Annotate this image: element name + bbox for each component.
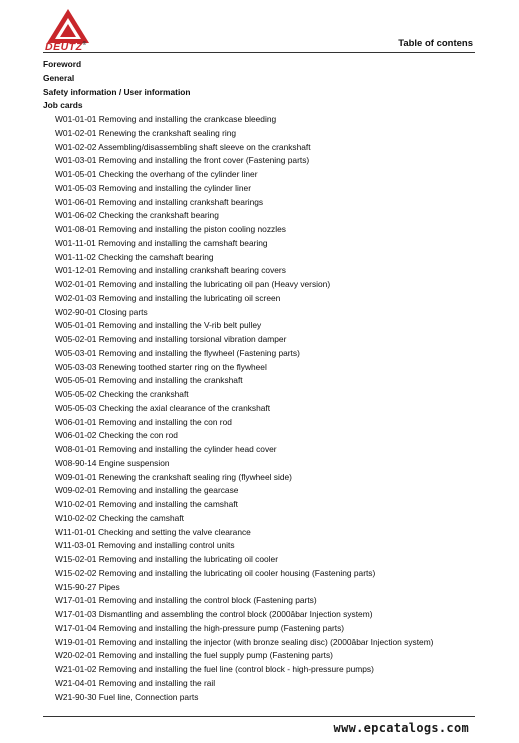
toc-section-general[interactable]: General — [43, 72, 75, 83]
toc-job-card-item[interactable]: W01-06-02 Checking the crankshaft bearing — [55, 210, 219, 221]
footer-website-link[interactable]: www.epcatalogs.com — [333, 721, 469, 735]
deutz-logo — [43, 8, 93, 54]
toc-job-card-item[interactable]: W11-01-01 Checking and setting the valve clearance — [55, 526, 251, 537]
toc-job-card-item[interactable]: W01-02-01 Renewing the crankshaft sealing ring — [55, 127, 237, 138]
toc-section-safety-information[interactable]: Safety information / User information — [43, 86, 191, 97]
toc-job-card-item[interactable]: W05-01-01 Removing and installing the V-rib belt pulley — [55, 320, 262, 331]
toc-job-card-item[interactable]: W02-01-03 Removing and installing the lubricating oil screen — [55, 292, 281, 303]
toc-job-card-item[interactable]: W21-04-01 Removing and installing the rail — [55, 677, 216, 688]
toc-job-card-item[interactable]: W09-01-01 Renewing the crankshaft sealing ring (flywheel side) — [55, 471, 292, 482]
toc-job-card-item[interactable]: W01-12-01 Removing and installing crankshaft bearing covers — [55, 265, 286, 276]
toc-job-card-item[interactable]: W01-06-01 Removing and installing crankshaft bearings — [55, 196, 264, 207]
table-of-contents — [43, 58, 475, 704]
toc-job-card-item[interactable]: W21-01-02 Removing and installing the fuel line (control block - high-pressure pumps) — [55, 664, 374, 674]
toc-job-card-item[interactable]: W08-90-14 Engine suspension — [55, 457, 170, 468]
toc-job-card-item[interactable]: W10-02-02 Checking the camshaft — [55, 512, 184, 523]
toc-job-card-item[interactable]: W09-02-01 Removing and installing the gearcase — [55, 485, 239, 496]
toc-job-card-item[interactable]: W11-03-01 Removing and installing control units — [55, 540, 235, 551]
toc-job-card-item[interactable]: W21-90-30 Fuel line, Connection parts — [55, 691, 199, 702]
toc-job-card-item[interactable]: W05-02-01 Removing and installing torsional vibration damper — [55, 334, 287, 344]
toc-job-card-item[interactable]: W01-05-03 Removing and installing the cylinder liner — [55, 182, 251, 193]
job-card-list — [43, 113, 475, 704]
toc-job-card-item[interactable]: W15-90-27 Pipes — [55, 581, 120, 592]
toc-job-card-item[interactable]: W01-03-01 Removing and installing the front cover (Fastening parts) — [55, 155, 310, 166]
toc-job-card-item[interactable]: W01-11-02 Checking the camshaft bearing — [55, 251, 214, 262]
toc-job-card-item[interactable]: W01-11-01 Removing and installing the camshaft bearing — [55, 237, 268, 248]
toc-job-card-item[interactable]: W15-02-01 Removing and installing the lubricating oil cooler — [55, 554, 278, 564]
toc-job-card-item[interactable]: W06-01-02 Checking the con rod — [55, 430, 178, 441]
footer-divider — [43, 716, 475, 717]
toc-job-card-item[interactable]: W19-01-01 Removing and installing the injector (with bronze sealing disc) (2000âbar Injection system) — [55, 636, 434, 647]
toc-job-card-item[interactable]: W17-01-04 Removing and installing the high-pressure pump (Fastening parts) — [55, 622, 345, 633]
toc-section-job-cards[interactable]: Job cards — [43, 100, 83, 111]
toc-section-foreword[interactable]: Foreword — [43, 59, 82, 69]
toc-job-card-item[interactable]: W05-03-01 Removing and installing the flywheel (Fastening parts) — [55, 347, 300, 358]
toc-job-card-item[interactable]: W15-02-02 Removing and installing the lubricating oil cooler housing (Fastening parts) — [55, 567, 376, 578]
toc-job-card-item[interactable]: W06-01-01 Removing and installing the con rod — [55, 416, 232, 427]
toc-job-card-item[interactable]: W01-02-02 Assembling/disassembling shaft sleeve on the crankshaft — [55, 141, 311, 152]
toc-job-card-item[interactable]: W01-08-01 Removing and installing the piston cooling nozzles — [55, 224, 286, 234]
header-divider — [43, 52, 475, 53]
toc-job-card-item[interactable]: W02-90-01 Closing parts — [55, 306, 148, 317]
toc-job-card-item[interactable]: W17-01-03 Dismantling and assembling the control block (2000âbar Injection system) — [55, 609, 373, 619]
page-header-title: Table of contens — [398, 38, 473, 49]
toc-job-card-item[interactable]: W05-05-02 Checking the crankshaft — [55, 389, 189, 399]
toc-job-card-item[interactable]: W20-02-01 Removing and installing the fuel supply pump (Fastening parts) — [55, 650, 333, 661]
toc-job-card-item[interactable]: W05-03-03 Renewing toothed starter ring on the flywheel — [55, 361, 267, 372]
toc-job-card-item[interactable]: W01-05-01 Checking the overhang of the cylinder liner — [55, 169, 258, 179]
deutz-logo-text: DEUTZ® — [45, 41, 87, 53]
toc-job-card-item[interactable]: W02-01-01 Removing and installing the lubricating oil pan (Heavy version) — [55, 279, 331, 289]
toc-job-card-item[interactable]: W08-01-01 Removing and installing the cylinder head cover — [55, 444, 277, 454]
toc-job-card-item[interactable]: W10-02-01 Removing and installing the camshaft — [55, 499, 238, 509]
toc-job-card-item[interactable]: W01-01-01 Removing and installing the crankcase bleeding — [55, 114, 277, 124]
toc-job-card-item[interactable]: W05-05-03 Checking the axial clearance of the crankshaft — [55, 402, 271, 413]
toc-job-card-item[interactable]: W17-01-01 Removing and installing the control block (Fastening parts) — [55, 595, 317, 606]
toc-job-card-item[interactable]: W05-05-01 Removing and installing the crankshaft — [55, 375, 243, 386]
